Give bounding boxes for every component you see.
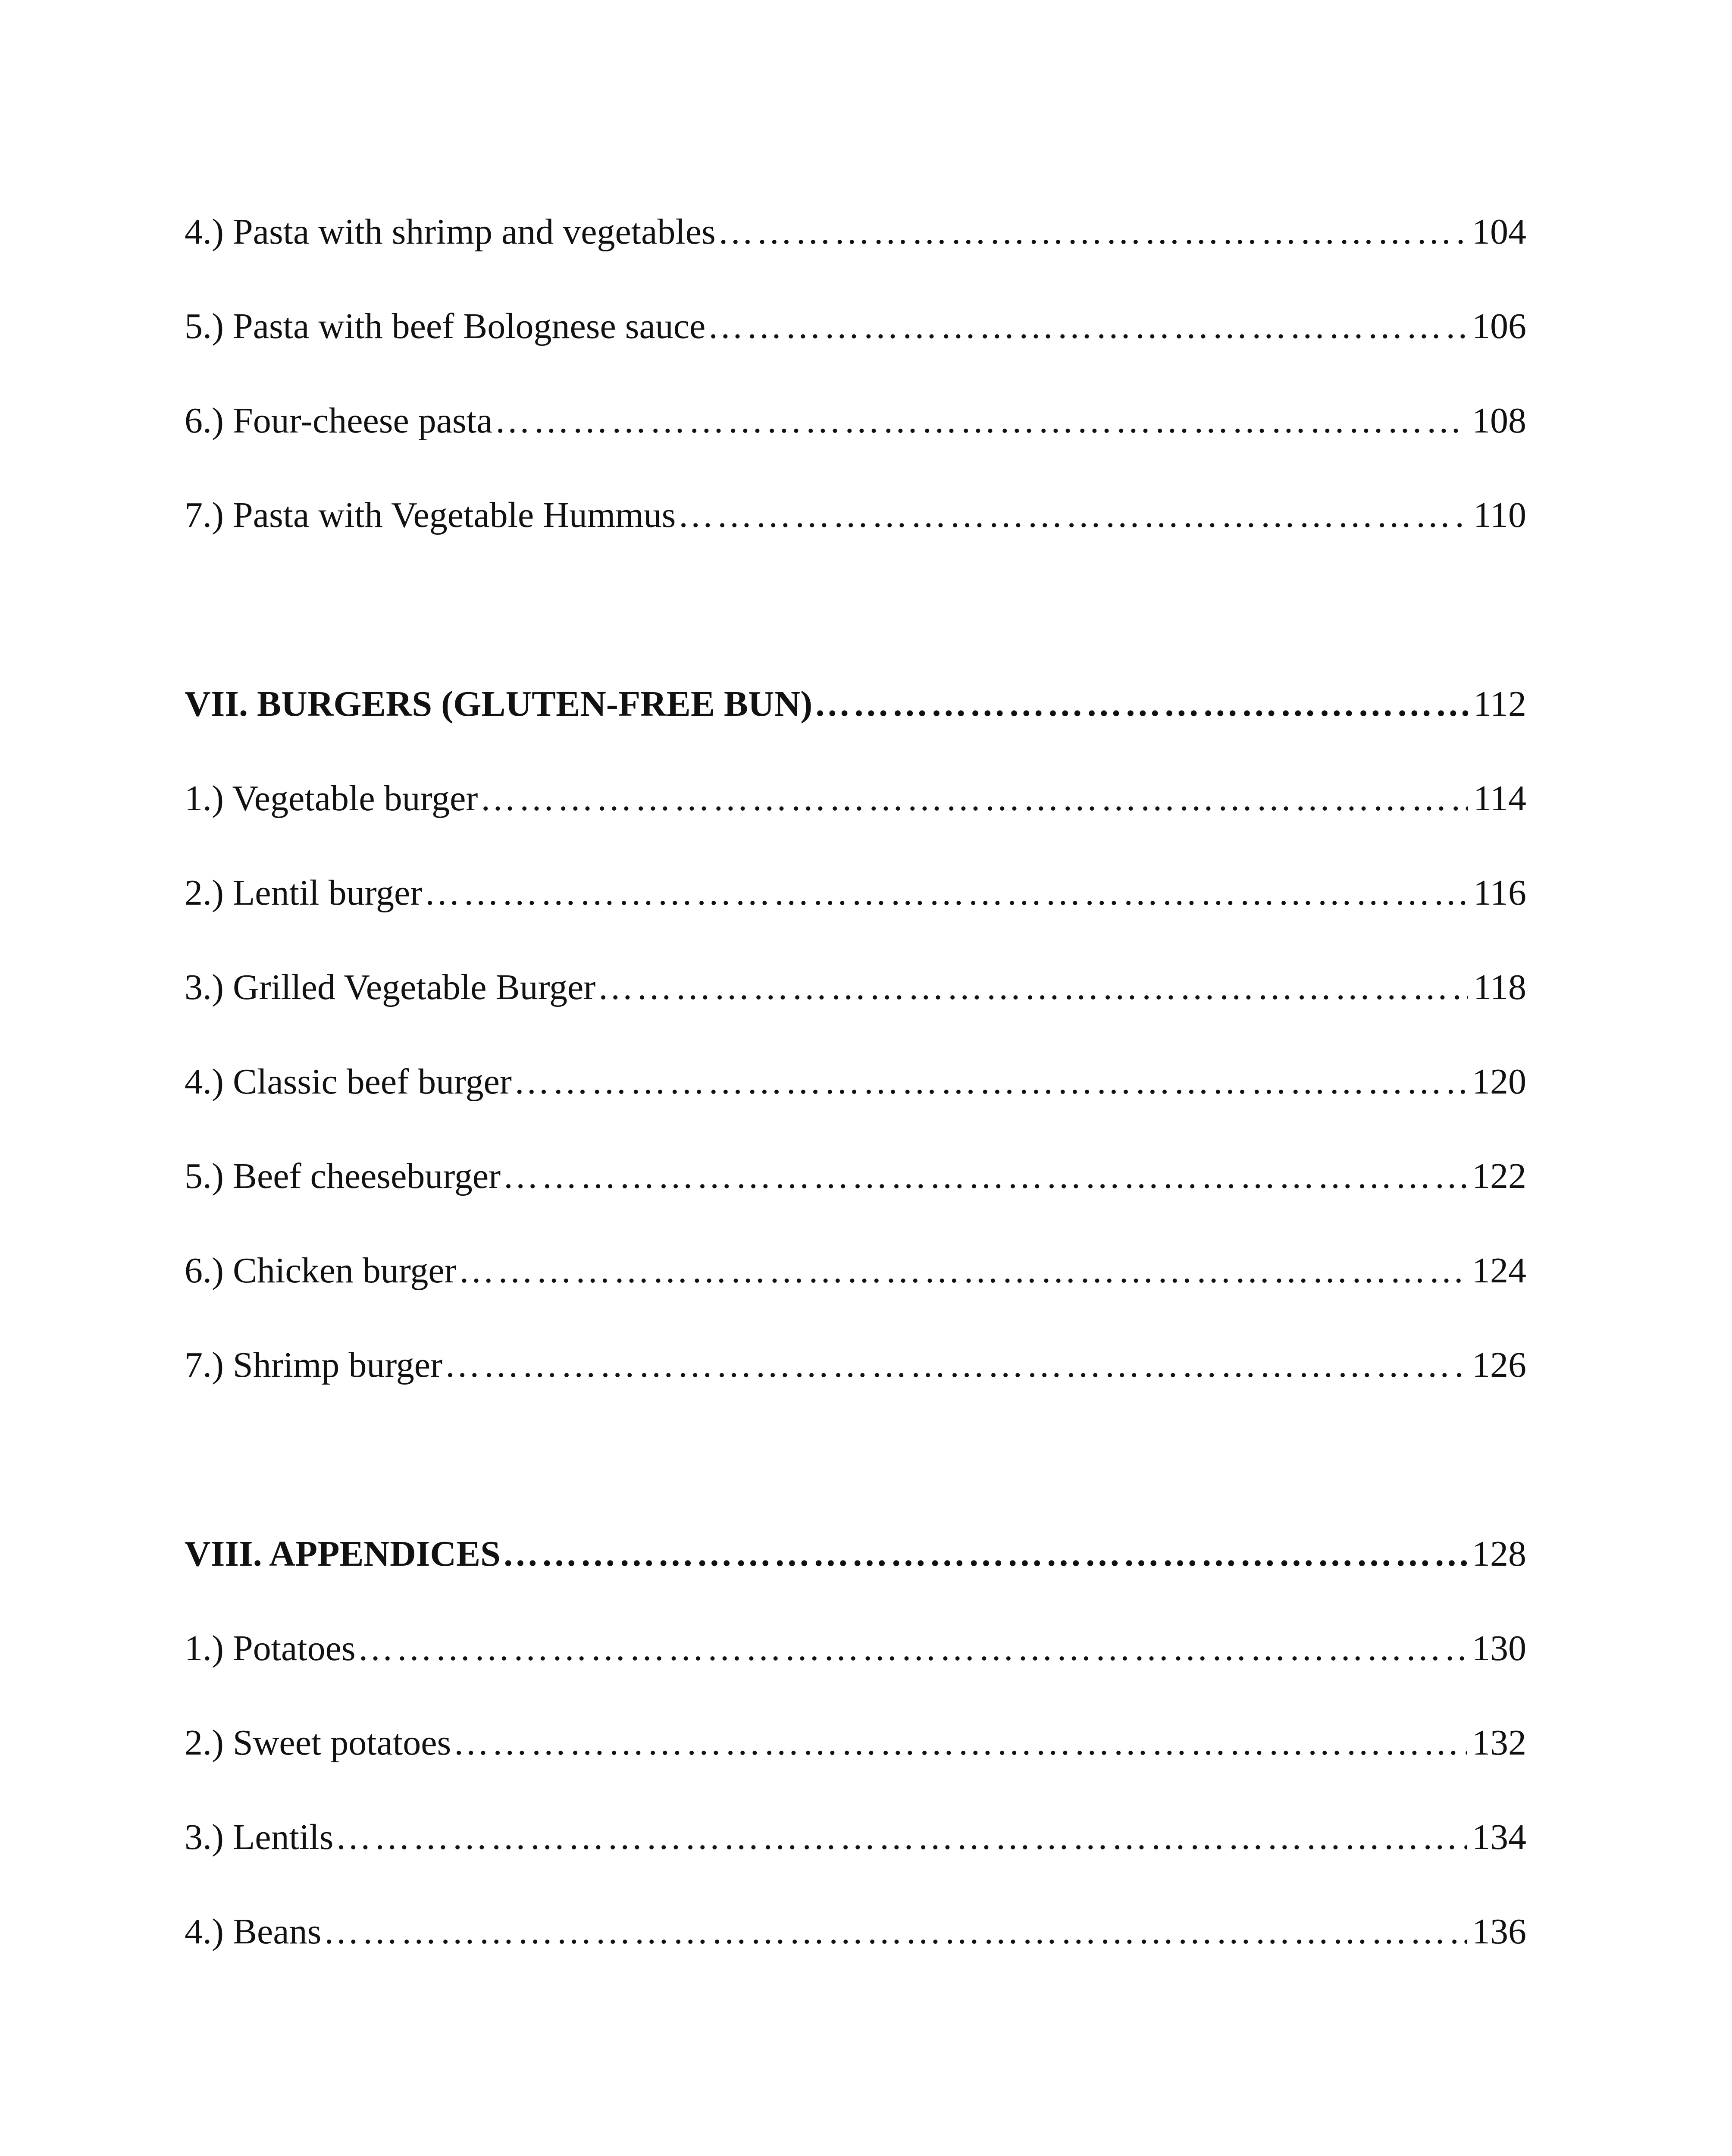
toc-entry [185,301,1526,352]
toc-entry-page: 130 [1472,1628,1526,1668]
toc-entry-page: 124 [1472,1250,1526,1291]
toc-entry-label: 7.) Pasta with Vegetable Hummus [185,495,676,535]
dot-leader [707,301,1467,352]
toc-entry [185,489,1526,541]
toc-entry-page: 118 [1473,967,1526,1007]
dot-leader [717,206,1467,258]
toc-entry [185,206,1526,258]
toc-entry [185,1906,1526,1958]
toc-entry-page: 108 [1472,401,1526,441]
toc-section-heading [185,1528,1526,1580]
toc-entry-label: 1.) Vegetable burger [185,778,478,818]
toc-entry [185,1811,1526,1863]
toc-entry [185,773,1526,824]
dot-leader [502,1150,1467,1202]
toc-entry-label: 1.) Potatoes [185,1628,356,1668]
toc-entry-page: 110 [1473,495,1526,535]
dot-leader [677,489,1468,541]
toc-entry-label: 6.) Four-cheese pasta [185,401,493,441]
toc-entry-label: 4.) Classic beef burger [185,1062,512,1102]
toc-entry-label: 6.) Chicken burger [185,1250,457,1291]
toc-entry [185,1056,1526,1108]
dot-leader [424,867,1468,919]
toc-entry [185,1245,1526,1297]
toc-entry-page: 120 [1472,1062,1526,1102]
toc-entry-page: 114 [1473,778,1526,818]
dot-leader [479,773,1468,824]
dot-leader [597,962,1468,1013]
toc-entry-label: 4.) Pasta with shrimp and vegetables [185,212,716,252]
toc-section-heading [185,678,1526,730]
toc-entry [185,867,1526,919]
toc-entry-page: 136 [1472,1912,1526,1952]
dot-leader [335,1811,1467,1863]
toc-entry-label: 2.) Sweet potatoes [185,1723,451,1763]
dot-leader [814,678,1468,730]
toc-entry [185,395,1526,447]
dot-leader [514,1056,1467,1108]
toc-entry-page: 116 [1473,873,1526,913]
toc-entry-page: 132 [1472,1723,1526,1763]
toc-section-label: VII. BURGERS (GLUTEN-FREE BUN) [185,684,813,724]
dot-leader [494,395,1467,447]
toc-entry [185,1150,1526,1202]
toc-entry-label: 5.) Pasta with beef Bolognese sauce [185,306,706,346]
dot-leader [357,1623,1467,1674]
dot-leader [323,1906,1467,1958]
toc-entry [185,1717,1526,1769]
toc-entry-page: 134 [1472,1817,1526,1857]
toc-section-page: 128 [1472,1534,1526,1574]
dot-leader [444,1339,1467,1391]
toc-entry [185,1339,1526,1391]
toc-entry-page: 106 [1472,306,1526,346]
toc-entry-page: 122 [1472,1156,1526,1196]
toc-entry-label: 3.) Lentils [185,1817,334,1857]
toc-entry-page: 126 [1472,1345,1526,1385]
dot-leader [453,1717,1467,1769]
dot-leader [458,1245,1467,1297]
toc-entry-label: 2.) Lentil burger [185,873,423,913]
toc-section-label: VIII. APPENDICES [185,1534,501,1574]
toc-entry [185,1623,1526,1674]
toc-entry-label: 4.) Beans [185,1912,322,1952]
toc-entry-page: 104 [1472,212,1526,252]
toc-section-page: 112 [1473,684,1526,724]
toc-entry-label: 7.) Shrimp burger [185,1345,443,1385]
toc-entry-label: 5.) Beef cheeseburger [185,1156,501,1196]
dot-leader [502,1528,1467,1580]
toc-entry [185,962,1526,1013]
toc-entry-label: 3.) Grilled Vegetable Burger [185,967,596,1007]
